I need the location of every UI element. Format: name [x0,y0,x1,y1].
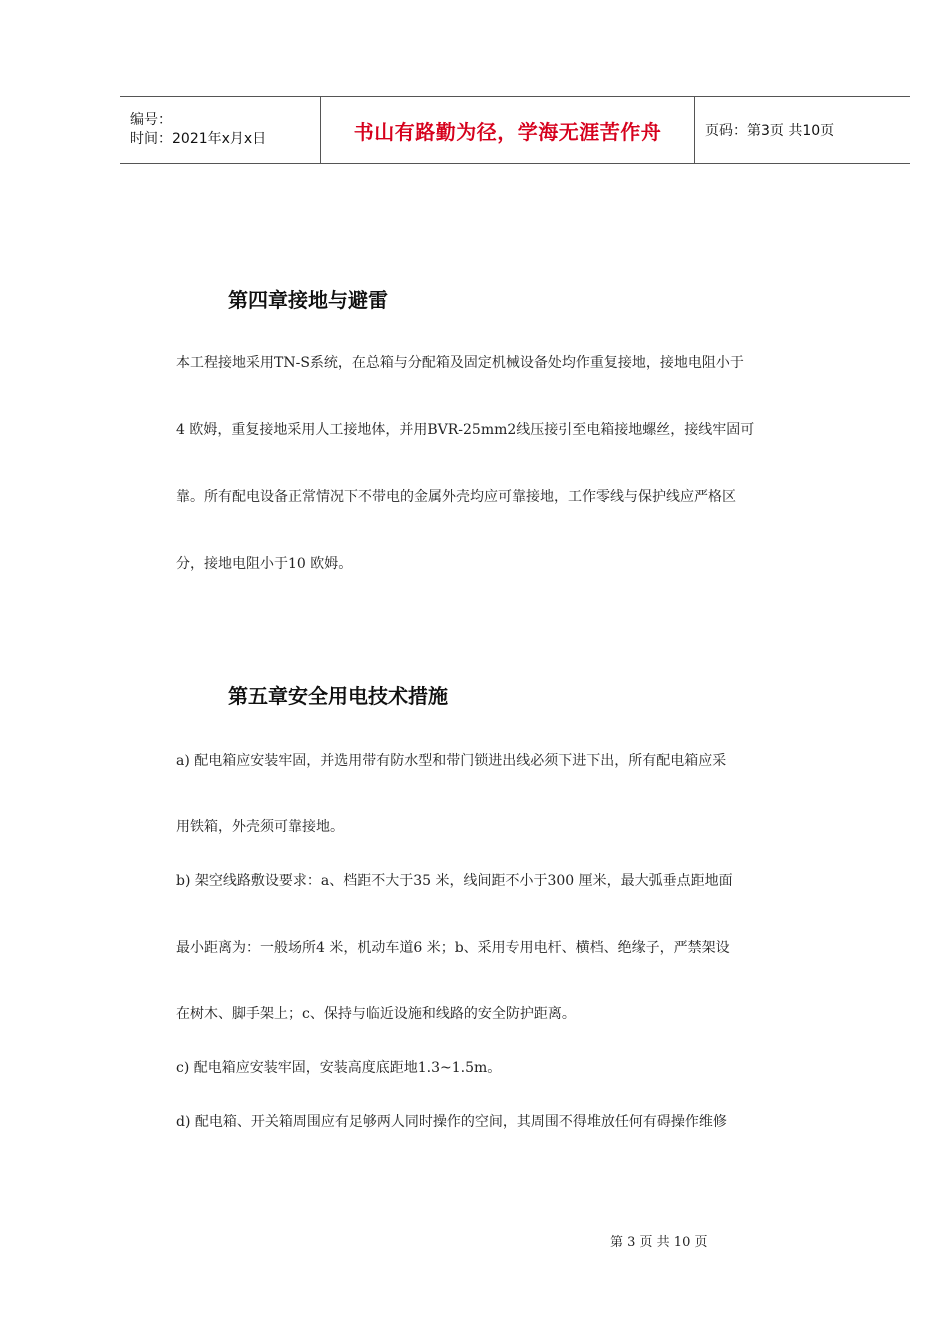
time-label: 时间：2021年x月x日 [130,131,267,147]
document-header [120,96,910,164]
chapter4-title: 第四章接地与避雷 [228,288,388,312]
chapter5-line: 在树木、脚手架上；c、保持与临近设施和线路的安全防护距离。 [176,1006,576,1022]
chapter5-line: 用铁箱，外壳须可靠接地。 [176,819,344,835]
chapter5-line: 最小距离为：一般场所4 米，机动车道6 米；b、采用专用电杆、横档、绝缘子，严禁架设 [176,940,730,956]
motto-text: 书山有路勤为径，学海无涯苦作舟 [353,119,662,144]
chapter4-line: 4 欧姆，重复接地采用人工接地体，并用BVR-25mm2线压接引至电箱接地螺丝，接线牢固可 [176,422,755,438]
number-label: 编号： [130,112,172,128]
chapter5-line: b) 架空线路敷设要求：a、档距不大于35 米，线间距不小于300 厘米，最大弧垂点距地面 [176,873,733,889]
page-footer: 第 3 页 共 10 页 [610,1235,708,1250]
chapter4-line: 靠。所有配电设备正常情况下不带电的金属外壳均应可靠接地，工作零线与保护线应严格区 [176,489,736,505]
page-info: 页码：第3页 共10页 [705,123,835,139]
header-page-cell [695,97,910,163]
chapter5-title: 第五章安全用电技术措施 [228,684,448,708]
chapter5-line: c) 配电箱应安装牢固，安装高度底距地1.3~1.5m。 [176,1060,502,1076]
chapter4-line: 本工程接地采用TN-S系统，在总箱与分配箱及固定机械设备处均作重复接地，接地电阻小于 [176,355,744,371]
header-meta-cell [120,97,321,163]
chapter5-line: d) 配电箱、开关箱周围应有足够两人同时操作的空间，其周围不得堆放任何有碍操作维修 [176,1114,727,1130]
header-motto-cell [321,97,695,163]
chapter5-line: a) 配电箱应安装牢固，并选用带有防水型和带门锁进出线必须下进下出，所有配电箱应采 [176,753,727,769]
chapter4-line: 分，接地电阻小于10 欧姆。 [176,556,353,572]
